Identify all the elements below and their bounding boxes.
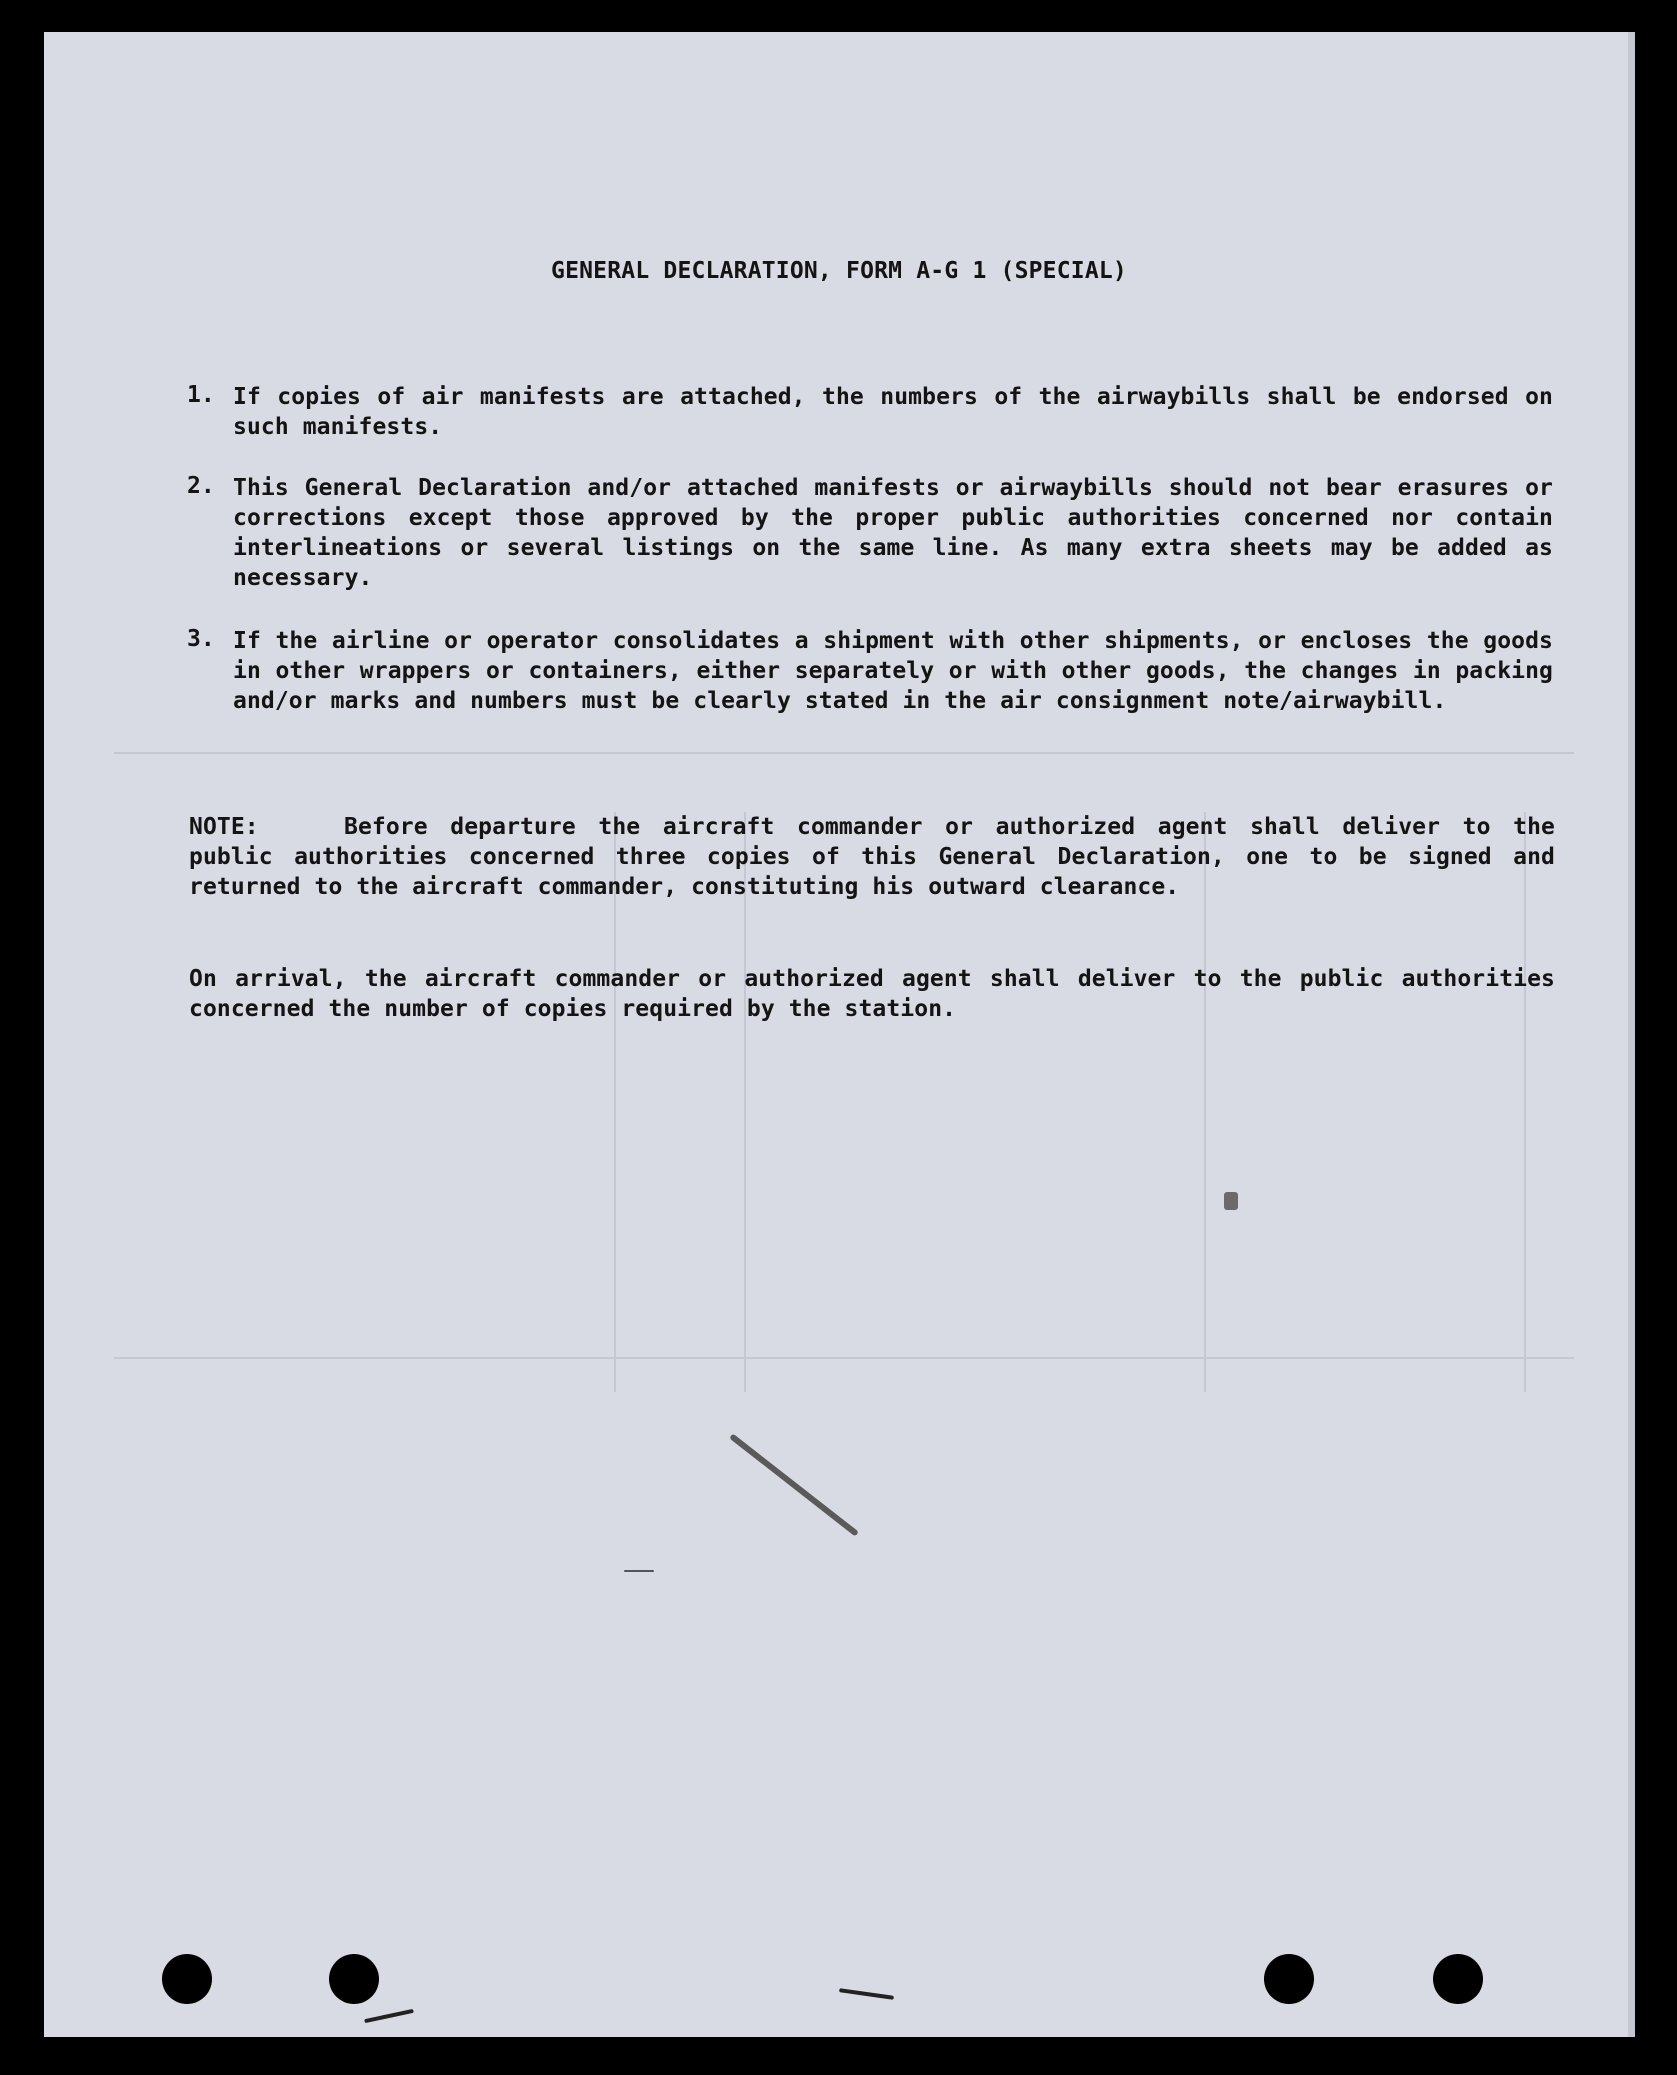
item-text: If copies of air manifests are attached, the numbers of the airwaybills shall be endorsed on such manifests.	[233, 384, 1553, 440]
dash-mark	[624, 1570, 654, 1572]
page-edge	[1628, 32, 1635, 2037]
item-text: This General Declaration and/or attached manifests or airwaybills should not bear erasures or corrections except those approved by the proper public authorities concerned nor contain interlineations or several listings on the same line. As many extra sheets may be added as necessary.	[233, 475, 1553, 591]
punch-hole	[1433, 1954, 1483, 2004]
item-text: If the airline or operator consolidates a shipment with other shipments, or encloses the goods in other wrappers or containers, either separately or with other goods, the changes in packing and/or marks and numbers must be clearly stated in the air consignment note/airwaybill.	[233, 628, 1553, 714]
punch-hole	[1264, 1954, 1314, 2004]
note-label: NOTE:	[189, 814, 259, 840]
item-number: 2.	[187, 473, 215, 499]
arrival-paragraph	[189, 964, 1555, 1024]
punch-hole	[162, 1954, 212, 2004]
pen-mark	[1224, 1192, 1238, 1210]
arrival-text: On arrival, the aircraft commander or authorized agent shall deliver to the public authorities concerned the number of copies required by the station.	[189, 966, 1555, 1022]
declaration-instructions	[44, 32, 1634, 2037]
note-paragraph	[189, 812, 1555, 902]
page-title: GENERAL DECLARATION, FORM A-G 1 (SPECIAL)	[551, 258, 1127, 284]
document-page	[44, 32, 1634, 2037]
punch-hole	[329, 1954, 379, 2004]
item-number: 3.	[187, 626, 215, 652]
note-text: Before departure the aircraft commander or authorized agent shall deliver to the public authorities concerned three copies of this General Declaration, one to be signed and returned to the aircraft commander, constituting his outward clearance.	[189, 814, 1555, 900]
item-number: 1.	[187, 382, 215, 408]
